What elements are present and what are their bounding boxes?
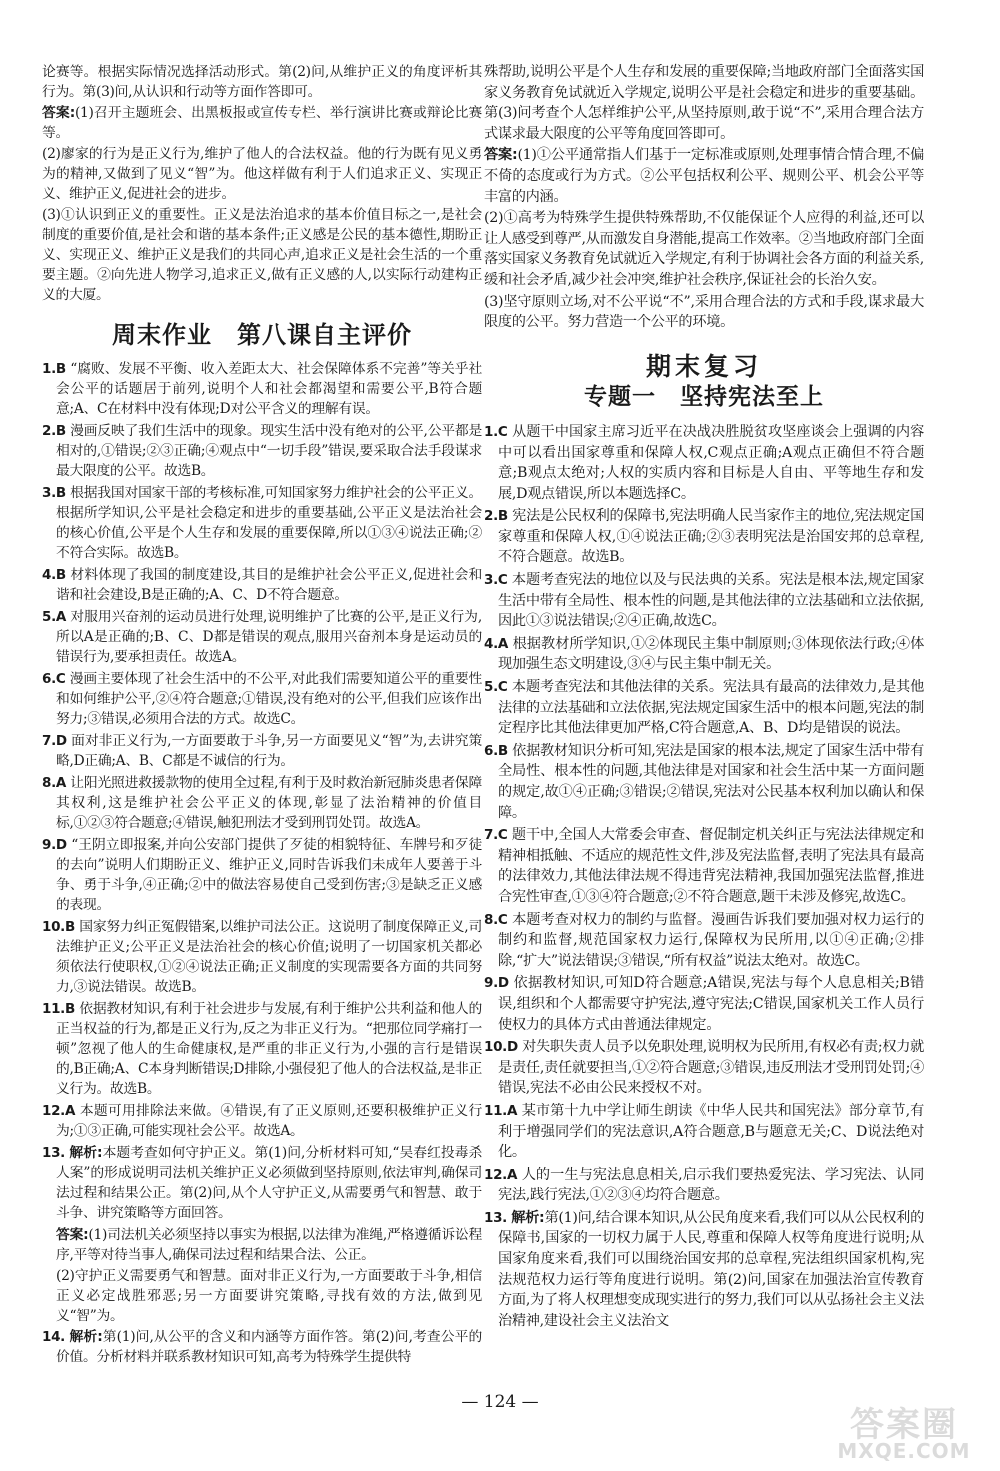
topic-heading: 专题一 坚持宪法至上 [584,384,824,411]
item-text: 对失职失责人员予以免职处理,说明权为民所用,有权必有责;权力就是责任,责任就要担当,①②符合题意;③错误,违反刑法才受刑罚处罚;④错误,宪法不必由公民来授权不对。 [498,1039,924,1097]
right-column [484,62,924,1333]
item-number: 5.A [42,609,67,625]
item-number: 13. [484,1209,508,1226]
item-number: 8.C [484,911,508,928]
item-text: 本题考查如何守护正义。第(1)问,分析材料可知,“吴春红投毒杀人案”的形成说明司法机关维护正义必须做到坚持原则,依法审判,确保司法过程和结果公正。第(2)问,从个人守护正义,从需要勇气和智慧、敢于斗争、讲究策略等方面回答。 [56,1145,482,1221]
item-number: 1.C [484,423,508,440]
item-number: 9.D [42,837,67,853]
item-text: 漫画主要体现了社会生活中的不公平,对此我们需要知道公平的重要性和如何维护公平,②④符合题意;①错误,没有绝对的公平,但我们应该作出努力;③错误,必须用合法的方式。故选C。 [56,671,482,727]
answer-item [42,917,482,997]
item-text: “腐败、发展不平衡、收入差距太大、社会保障体系不完善”等关乎社会公平的话题居于前列,说明个人和社会都渴望和需要公平,B符合题意;A、C在材料中没有体现;D对公平含义的理解有误。 [56,361,482,417]
item-number: 2.B [484,508,508,525]
item-number: 13. [42,1145,66,1161]
answer-item [42,1266,482,1326]
answer-paragraph [42,103,482,143]
item-number: 11.B [42,1001,76,1017]
item-text: 人的一生与宪法息息相关,启示我们要热爱宪法、学习宪法、认同宪法,践行宪法,①②③④均符合题意。 [498,1166,924,1204]
intro-paragraph: 殊帮助,说明公平是个人生存和发展的重要保障;当地政府部门全面落实国家义务教育免试就近入学规定,说明公平是社会稳定和进步的重要基础。第(3)问考查个人怎样维护公平,从坚持原则,敢于说“不”,采用合理合法方式谋求最大限度的公平等角度回答即可。 [484,64,924,142]
item-number: 9.D [484,975,509,992]
answer-paragraph [484,145,924,207]
item-text: 本题考查对权力的制约与监督。漫画告诉我们要加强对权力运行的制约和监督,规范国家权力运行,保障权为民所用,以①④正确;②排除,“扩大”说法错误;③错误,“所有权益”说法太绝对。故选C。 [498,911,924,969]
answer-item [42,1225,482,1265]
item-number: 7.D [42,733,67,749]
answer-item [42,1327,482,1367]
answer-item [42,773,482,833]
answer-item [484,741,924,823]
item-text: 根据我国对国家干部的考核标准,可知国家努力维护社会的公平正义。根据所学知识,公平是社会稳定和进步的重要基础,公平正义是法治社会的核心价值,公平是个人生存和发展的重要保障,所以①③④说法正确;②不符合实际。故选B。 [56,485,482,561]
item-text: 根据教材所学知识,①②体现民主集中制原则;③体现依法行政;④体现加强生态文明建设,③④与民主集中制无关。 [498,635,924,673]
item-number: 11.A [484,1102,518,1119]
item-text: “王阴立即报案,并向公安部门提供了歹徒的相貌特征、车牌号和歹徒的去向”说明人们期盼正义、维护正义,同时告诉我们未成年人要善于斗争、勇于斗争,④正确;②中的做法容易使自己受到伤害;③是缺乏正义感的表现。 [56,837,482,913]
answer-item [484,1208,924,1332]
answer-item [484,973,924,1035]
item-text: 漫画反映了我们生活中的现象。现实生活中没有绝对的公平,公平都是相对的,①错误;②③正确;④观点中“一切手段”错误,要采取合法手段谋求最大限度的公平。故选B。 [56,423,482,479]
answer-text: (2)①高考为特殊学生提供特殊帮助,不仅能保证个人应得的利益,还可以让人感受到尊严,从而激发自身潜能,提高工作效率。②当地政府部门全面落实国家义务教育免试就近入学规定,有利于协调社会各方面的利益关系,缓和社会矛盾,减少社会冲突,维护社会秩序,保证社会的长治久安。 [484,210,924,288]
left-column [42,62,482,1369]
answer-label: 答案: [42,105,75,121]
answer-item [42,835,482,915]
item-number: 10.D [484,1039,518,1056]
item-number: 12.A [42,1103,76,1119]
item-number: 4.B [42,567,66,583]
item-number: 12.A [484,1166,518,1183]
answer-paragraph [42,205,482,305]
item-number: 10.B [42,919,76,935]
watermark-url: MXQE.COM [837,1439,971,1463]
section-heading: 周末作业 第八课自主评价 [112,321,412,349]
watermark-text: 答案圈 [850,1405,958,1445]
final-review-heading: 期末复习 [645,351,762,381]
item-text: 本题考查宪法的地位以及与民法典的关系。宪法是根本法,规定国家生活中带有全局性、根本性的问题,是其他法律的立法基础和立法依据,因此①③说法错误;②④正确,故选C。 [498,572,924,630]
answer-item [42,421,482,481]
item-text: (2)守护正义需要勇气和智慧。面对非正义行为,一方面要敢于斗争,相信正义必定战胜邪恶;另一方面要讲究策略,寻找有效的方法,做到见义“智”为。 [56,1268,482,1324]
answer-item [42,483,482,563]
answer-item [42,1101,482,1141]
answer-item [42,607,482,667]
item-number: 3.C [484,572,508,589]
item-number: 7.C [484,827,508,844]
item-text: 依据教材知识分析可知,宪法是国家的根本法,规定了国家生活中带有全局性、根本性的问题,其他法律是对国家和社会生活中某一方面问题的规定,故①④正确;③错误;②错误,宪法对公民基本权利加以确认和保障。 [498,742,924,821]
page-number: — 124 — [461,1392,539,1412]
item-number: 6.C [42,671,66,687]
answer-text: (1)召开主题班会、出黑板报或宣传专栏、举行演讲比赛或辩论比赛等。 [42,105,482,141]
item-label: 答案: [56,1227,89,1243]
answer-item [484,634,924,675]
answer-item [42,1143,482,1223]
item-number: 1.B [42,361,66,377]
item-number: 5.C [484,679,508,696]
item-number: 8.A [42,775,67,791]
answer-item [484,1037,924,1099]
answer-paragraph [484,292,924,333]
item-text: 面对非正义行为,一方面要敢于斗争,另一方面要见义“智”为,去讲究策略,D正确;A、B、C都是不诚信的行为。 [56,733,482,769]
answer-item [42,669,482,729]
item-text: 让阳光照进救援款物的使用全过程,有利于及时救治新冠肺炎患者保障其权利,这是维护社会公平正义的体现,彰显了法治精神的价值目标,①②③符合题意;④错误,触犯刑法才受到刑罚处罚。故选A。 [56,775,482,831]
answer-item [484,506,924,568]
item-number: 6.B [484,742,508,759]
item-text: 第(1)问,从公平的含义和内涵等方面作答。第(2)问,考查公平的价值。分析材料并联系教材知识可知,高考为特殊学生提供特 [56,1329,482,1365]
answer-item [484,422,924,504]
item-label: 解析: [69,1145,103,1161]
answer-text: (3)坚守原则立场,对不公平说“不”,采用合理合法的方式和手段,谋求最大限度的公平。努力营造一个公平的环境。 [484,293,924,331]
answer-item [484,910,924,972]
item-text: 某市第十九中学让师生朗读《中华人民共和国宪法》部分章节,有利于增强同学们的宪法意识,A符合题意,B与题意无关;C、D说法绝对化。 [498,1102,924,1161]
item-text: 宪法是公民权利的保障书,宪法明确人民当家作主的地位,宪法规定国家尊重和保障人权,①④说法正确;②③表明宪法是治国安邦的总章程,不符合题意。故选B。 [498,508,924,566]
answer-paragraph [484,208,924,290]
item-text: 第(1)问,结合课本知识,从公民角度来看,我们可以从公民权利的保障书,国家的一切权力属于人民,尊重和保障人权等角度进行说明;从国家角度来看,我们可以围绕治国安邦的总章程,宪法组织国家机构,宪法规范权力运行等角度进行说明。第(2)问,国家在加强法治宣传教育方面,为了将人权理想变成现实进行的努力,我们可以从弘扬社会主义法治精神,建设社会主义法治文 [498,1209,924,1329]
answer-text: (3)①认识到正义的重要性。正义是法治追求的基本价值目标之一,是社会制度的重要价值,是社会和谐的基本条件;正义感是公民的基本德性,期盼正义、实现正义、维护正义是我们的共同心声,追求正义是社会生活的一个重要主题。②向先进人物学习,追求正义,做有正义感的人,以实际行动建构正义的大厦。 [42,207,482,303]
item-label: 解析: [69,1329,103,1345]
item-number: 3.B [42,485,66,501]
answer-item [484,677,924,739]
watermark-logo [820,1395,988,1465]
item-text: 对服用兴奋剂的运动员进行处理,说明维护了比赛的公平,是正义行为,所以A是正确的;B、C、D都是错误的观点,服用兴奋剂本身是运动员的错误行为,要承担责任。故选A。 [56,609,482,665]
item-number: 2.B [42,423,66,439]
answer-item [484,1165,924,1206]
answer-text: (1)①公平通常指人们基于一定标准或原则,处理事情合情合理,不偏不倚的态度或行为方式。②公平包括权利公平、规则公平、机会公平等丰富的内涵。 [484,147,924,205]
item-label: 解析: [511,1209,545,1226]
answer-item [42,731,482,771]
answer-label: 答案: [484,147,518,164]
item-text: 本题可用排除法来做。④错误,有了正义原则,还要积极维护正义行为;①③正确,可能实现社会公平。故选A。 [56,1103,482,1139]
item-text: 国家努力纠正冤假错案,以维护司法公正。这说明了制度保障正义,司法维护正义;公平正义是法治社会的核心价值;说明了一切国家机关都必须依法行使职权,①②④说法正确;正义制度的实现需要各方面的共同努力,③说法错误。故选B。 [56,919,482,995]
answer-item [42,999,482,1099]
item-text: (1)司法机关必须坚持以事实为根据,以法律为准绳,严格遵循诉讼程序,平等对待当事人,确保司法过程和结果合法、公正。 [56,1227,483,1263]
answer-item [42,359,482,419]
answer-text: (2)廖家的行为是正义行为,维护了他人的合法权益。他的行为既有见义勇为的精神,又做到了见义“智”为。他这样做有利于人们追求正义、实现正义、维护正义,促进社会的进步。 [42,146,482,202]
answer-item [42,565,482,605]
item-number: 14. [42,1329,66,1345]
answer-item [484,570,924,632]
item-text: 材料体现了我国的制度建设,其目的是维护社会公平正义,促进社会和谐和社会建设,B是正确的;A、C、D不符合题意。 [56,567,482,603]
item-text: 依据教材知识,可知D符合题意;A错误,宪法与每个人息息相关;B错误,组织和个人都需要守护宪法,遵守宪法;C错误,国家机关工作人员行使权力的具体方式由普通法律规定。 [498,975,924,1033]
answer-paragraph [42,144,482,204]
intro-paragraph: 论赛等。根据实际情况选择活动形式。第(2)问,从维护正义的角度评析其行为。第(3)问,从认识和行动等方面作答即可。 [42,64,482,100]
item-number: 4.A [484,635,509,652]
item-text: 题干中,全国人大常委会审查、督促制定机关纠正与宪法法律规定和精神相抵触、不适应的规范性文件,涉及宪法监督,表明了宪法具有最高的法律效力,其他法律法规不得违背宪法精神,我国加强宪法监督,推进合宪性审查,①③④符合题意;②不符合题意,题干未涉及修宪,故选C。 [498,827,924,905]
answer-item [484,825,924,907]
item-text: 从题干中国家主席习近平在决战决胜脱贫攻坚座谈会上强调的内容中可以看出国家尊重和保障人权,C观点正确;A观点正确但不符合题意;B观点太绝对;人权的实质内容和目标是人自由、平等地生存和发展,D观点错误,所以本题选择C。 [498,423,924,502]
answer-item [484,1101,924,1163]
item-text: 本题考查宪法和其他法律的关系。宪法具有最高的法律效力,是其他法律的立法基础和立法依据,宪法规定国家生活中的根本问题,宪法的制定程序比其他法律更加严格,C符合题意,A、B、D均是错误的说法。 [498,679,924,737]
item-text: 依据教材知识,有利于社会进步与发展,有利于维护公共利益和他人的正当权益的行为,都是正义行为,反之为非正义行为。“把那位同学痛打一顿”忽视了他人的生命健康权,是严重的非正义行为,小强的言行是错误的,B正确;A、C本身判断错误;D排除,小强侵犯了他人的合法权益,是非正义行为。故选B。 [56,1001,482,1097]
